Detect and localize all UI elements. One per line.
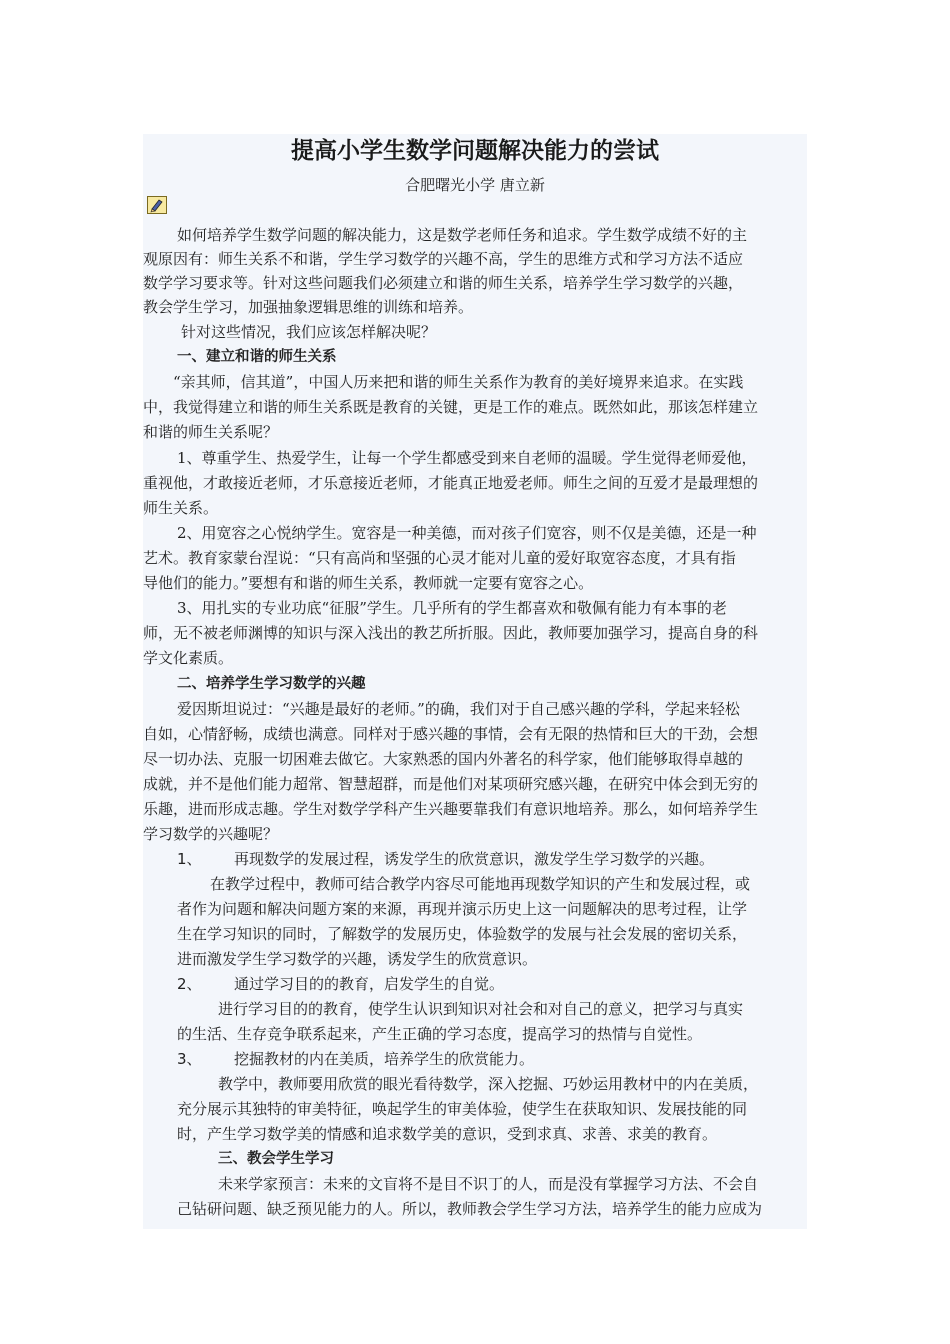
paragraph-line: 充分展示其独特的审美特征，唤起学生的审美体验，使学生在获取知识、发展技能的同	[177, 1100, 748, 1118]
paragraph-line: 学文化素质。	[143, 649, 234, 667]
paragraph-line: 2、用宽容之心悦纳学生。宽容是一种美德，而对孩子们宽容，则不仅是美德，还是一种	[177, 524, 757, 542]
section-heading-2: 二、培养学生学习数学的兴趣	[177, 676, 366, 692]
paragraph-line: 1、尊重学生、热爱学生，让每一个学生都感受到来自老师的温暖。学生觉得老师爱他，	[177, 449, 757, 467]
section-heading-3: 三、教会学生学习	[218, 1151, 334, 1167]
list-item-text: 再现数学的发展过程，诱发学生的欣赏意识，激发学生学习数学的兴趣。	[234, 850, 715, 868]
list-item-3	[177, 1047, 534, 1071]
paragraph-line: 在教学过程中，教师可结合教学内容尽可能地再现数学知识的产生和发展过程，或	[210, 875, 751, 893]
paragraph-line: 和谐的师生关系呢？	[143, 423, 279, 441]
paragraph-line: 生在学习知识的同时，了解数学的发展历史，体验数学的发展与社会发展的密切关系，	[177, 925, 748, 943]
paragraph-line: 自如，心情舒畅，成绩也满意。同样对于感兴趣的事情，会有无限的热情和巨大的干劲，会想	[143, 725, 759, 743]
paragraph-line: 教学中，教师要用欣赏的眼光看待数学，深入挖掘、巧妙运用教材中的内在美质，	[218, 1075, 759, 1093]
paragraph-line: 师生关系。	[143, 499, 219, 517]
paragraph-line: 学习数学的兴趣呢？	[143, 825, 279, 843]
paragraph-line: 中，我觉得建立和谐的师生关系既是教育的关键，更是工作的难点。既然如此，那该怎样建立	[143, 398, 759, 416]
list-item-text: 通过学习目的的教育，启发学生的自觉。	[234, 975, 505, 993]
paragraph-line: 未来学家预言：未来的文盲将不是目不识丁的人，而是没有掌握学习方法、不会自	[218, 1175, 759, 1193]
paragraph-line: 观原因有：师生关系不和谐，学生学习数学的兴趣不高，学生的思维方式和学习方法不适应	[143, 250, 744, 268]
paragraph-line: 艺术。教育家蒙台涅说：“只有高尚和坚强的心灵才能对儿童的爱好取宽容态度，才具有指	[143, 549, 736, 567]
document-page	[143, 134, 807, 1229]
paragraph-line: 教会学生学习，加强抽象逻辑思维的训练和培养。	[143, 298, 474, 316]
paragraph-line: 进而激发学生学习数学的兴趣，诱发学生的欣赏意识。	[177, 950, 538, 968]
document-author: 合肥曙光小学 唐立新	[405, 176, 545, 194]
list-number: 2、	[177, 975, 202, 993]
list-number: 1、	[177, 850, 202, 868]
list-number: 3、	[177, 1050, 202, 1068]
section-heading-1: 一、建立和谐的师生关系	[177, 349, 337, 365]
pencil-icon	[147, 196, 167, 214]
paragraph-line: 的生活、生存竞争联系起来，产生正确的学习态度，提高学习的热情与自觉性。	[177, 1025, 703, 1043]
paragraph-line: 爱因斯坦说过：“兴趣是最好的老师。”的确，我们对于自己感兴趣的学科，学起来轻松	[177, 700, 740, 718]
paragraph-line: 如何培养学生数学问题的解决能力，这是数学老师任务和追求。学生数学成绩不好的主	[177, 226, 748, 244]
paragraph-line: 3、用扎实的专业功底“征服”学生。几乎所有的学生都喜欢和敬佩有能力有本事的老	[177, 599, 727, 617]
list-item-text: 挖掘教材的内在美质，培养学生的欣赏能力。	[234, 1050, 535, 1068]
list-item-1	[177, 847, 714, 871]
document-title: 提高小学生数学问题解决能力的尝试	[291, 138, 659, 164]
paragraph-line: 者作为问题和解决问题方案的来源，再现并演示历史上这一问题解决的思考过程，让学	[177, 900, 748, 918]
paragraph-line: 重视他，才敢接近老师，才乐意接近老师，才能真正地爱老师。师生之间的互爱才是最理想的	[143, 474, 759, 492]
paragraph-line: 数学学习要求等。针对这些问题我们必须建立和谐的师生关系，培养学生学习数学的兴趣，	[143, 274, 744, 292]
paragraph-line: 成就，并不是他们能力超常、智慧超群，而是他们对某项研究感兴趣，在研究中体会到无穷的	[143, 775, 759, 793]
paragraph-line: “亲其师，信其道”，中国人历来把和谐的师生关系作为教育的美好境界来追求。在实践	[173, 373, 744, 391]
paragraph-line: 导他们的能力。”要想有和谐的师生关系，教师就一定要有宽容之心。	[143, 574, 594, 592]
paragraph-line: 进行学习目的的教育，使学生认识到知识对社会和对自己的意义，把学习与真实	[218, 1000, 744, 1018]
list-item-2	[177, 972, 504, 996]
paragraph-line: 针对这些情况，我们应该怎样解决呢？	[181, 323, 437, 341]
paragraph-line: 己钻研问题、缺乏预见能力的人。所以，教师教会学生学习方法，培养学生的能力应成为	[177, 1200, 763, 1218]
paragraph-line: 乐趣，进而形成志趣。学生对数学学科产生兴趣要靠我们有意识地培养。那么，如何培养学生	[143, 800, 759, 818]
paragraph-line: 时，产生学习数学美的情感和追求数学美的意识，受到求真、求善、求美的教育。	[177, 1125, 718, 1143]
paragraph-line: 师，无不被老师渊博的知识与深入浅出的教艺所折服。因此，教师要加强学习，提高自身的科	[143, 624, 759, 642]
paragraph-line: 尽一切办法、克服一切困难去做它。大家熟悉的国内外著名的科学家，他们能够取得卓越的	[143, 750, 744, 768]
